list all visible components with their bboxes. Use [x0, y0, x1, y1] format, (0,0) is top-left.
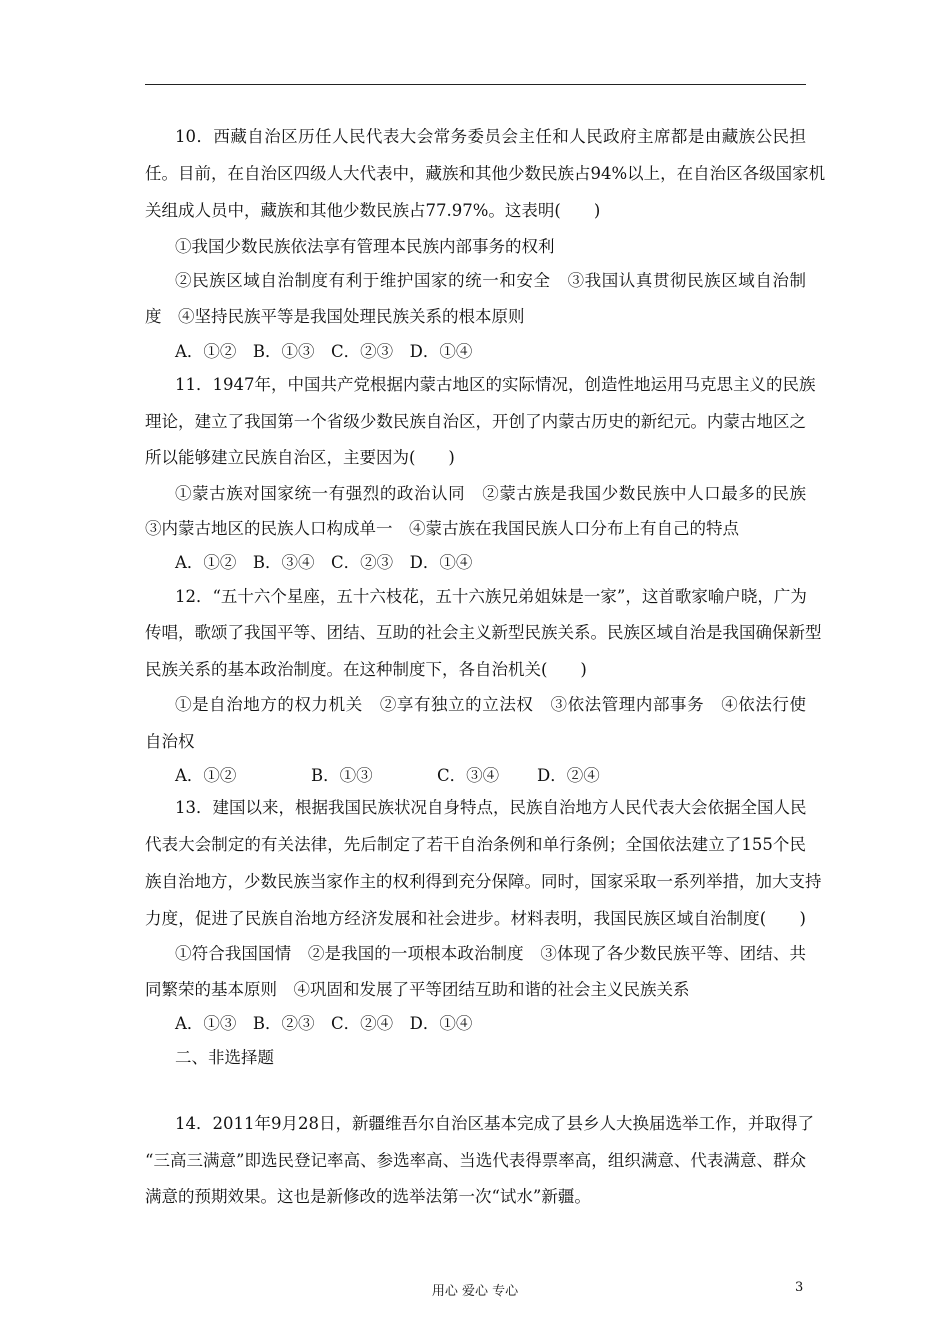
- q13-options: A．①③ B．②③ C．②④ D．①④: [175, 1014, 473, 1033]
- q12-option-a: A．①②: [175, 766, 237, 785]
- q12-line-3: 民族关系的基本政治制度。在这种制度下，各自治机关( ): [145, 660, 587, 679]
- section-heading: 二、非选择题: [175, 1048, 274, 1067]
- q13-line-4: 力度，促进了民族自治地方经济发展和社会进步。材料表明，我国民族区域自治制度( ): [145, 909, 806, 928]
- q10-statement-2: ②民族区域自治制度有利于维护国家的统一和安全 ③我国认真贯彻民族区域自治制: [175, 271, 806, 290]
- q14-line-2: “三高三满意”即选民登记率高、参选率高、当选代表得票率高，组织满意、代表满意、群众: [145, 1151, 806, 1170]
- q13-statement-2: 同繁荣的基本原则 ④巩固和发展了平等团结互助和谐的社会主义民族关系: [145, 980, 690, 999]
- q11-statement-2: ③内蒙古地区的民族人口构成单一 ④蒙古族在我国民族人口分布上有自己的特点: [145, 519, 739, 538]
- q11-line-1: 11．1947年，中国共产党根据内蒙古地区的实际情况，创造性地运用马克思主义的民族: [175, 375, 816, 394]
- q10-line-2: 任。目前，在自治区四级人大代表中，藏族和其他少数民族占94%以上，在自治区各级国家机: [145, 164, 826, 183]
- q11-statement-1: ①蒙古族对国家统一有强烈的政治认同 ②蒙古族是我国少数民族中人口最多的民族: [175, 484, 806, 503]
- q14-line-3: 满意的预期效果。这也是新修改的选举法第一次“试水”新疆。: [145, 1187, 591, 1206]
- q10-statement-3: 度 ④坚持民族平等是我国处理民族关系的根本原则: [145, 307, 525, 326]
- q10-statement-1: ①我国少数民族依法享有管理本民族内部事务的权利: [175, 237, 555, 256]
- q11-line-2: 理论，建立了我国第一个省级少数民族自治区，开创了内蒙古历史的新纪元。内蒙古地区之: [145, 412, 806, 431]
- q12-options: [175, 765, 806, 787]
- q12-option-d: D．②④: [537, 766, 600, 785]
- page-number: 3: [795, 1280, 804, 1295]
- page-footer: 用心 爱心 专心: [431, 1284, 519, 1299]
- q13-line-2: 代表大会制定的有关法律，先后制定了若干自治条例和单行条例；全国依法建立了155个民: [145, 835, 806, 854]
- q12-line-1: 12．“五十六个星座，五十六枝花，五十六族兄弟姐妹是一家”，这首歌家喻户晓，广为: [175, 587, 807, 606]
- q10-options: A．①② B．①③ C．②③ D．①④: [175, 342, 473, 361]
- q10-line-1: 10．西藏自治区历任人民代表大会常务委员会主任和人民政府主席都是由藏族公民担: [175, 127, 806, 146]
- q12-statement-2: 自治权: [145, 732, 195, 751]
- q13-line-1: 13．建国以来，根据我国民族状况自身特点，民族自治地方人民代表大会依据全国人民: [175, 798, 807, 817]
- q13-statement-1: ①符合我国国情 ②是我国的一项根本政治制度 ③体现了各少数民族平等、团结、共: [175, 944, 806, 963]
- q12-option-b: B．①③: [311, 766, 373, 785]
- q13-line-3: 族自治地方，少数民族当家作主的权利得到充分保障。同时，国家采取一系列举措，加大支持: [145, 872, 822, 891]
- q12-option-c: C．③④: [437, 766, 500, 785]
- q14-line-1: 14．2011年9月28日，新疆维吾尔自治区基本完成了县乡人大换届选举工作，并取得了: [175, 1114, 814, 1133]
- header-rule: [145, 84, 806, 85]
- q12-line-2: 传唱，歌颂了我国平等、团结、互助的社会主义新型民族关系。民族区域自治是我国确保新型: [145, 623, 822, 642]
- q10-line-3: 关组成人员中，藏族和其他少数民族占77.97%。这表明( ): [145, 201, 601, 220]
- q11-options: A．①② B．③④ C．②③ D．①④: [175, 553, 473, 572]
- q12-statement-1: ①是自治地方的权力机关 ②享有独立的立法权 ③依法管理内部事务 ④依法行使: [175, 695, 806, 714]
- q11-line-3: 所以能够建立民族自治区，主要因为( ): [145, 448, 455, 467]
